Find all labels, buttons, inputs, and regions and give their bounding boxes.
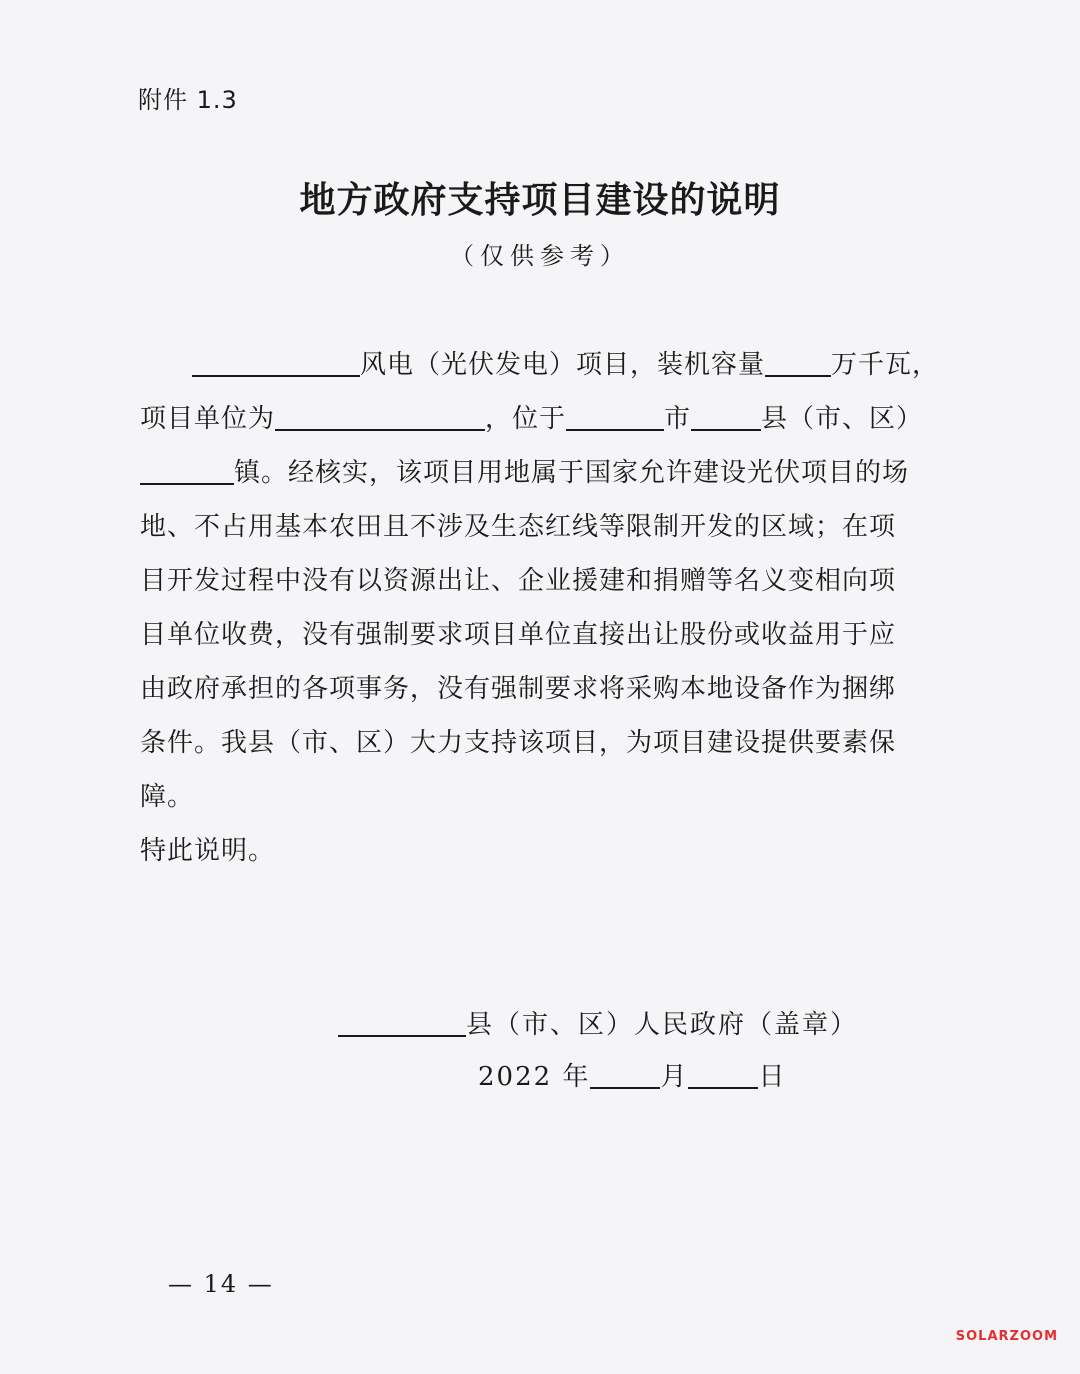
body-text: 县（市、区）	[761, 404, 924, 434]
project-name-blank	[192, 345, 360, 377]
town-blank	[140, 453, 234, 485]
capacity-blank	[765, 345, 831, 377]
closing-line: 特此说明。	[140, 836, 276, 866]
body-line-7: 由政府承担的各项事务，没有强制要求将采购本地设备作为捆绑	[140, 674, 897, 704]
body-line-9: 障。	[140, 782, 195, 812]
date-year: 2022 年	[478, 1062, 591, 1092]
body-line-2	[140, 392, 940, 446]
day-blank	[688, 1057, 758, 1089]
body-line-6: 目单位收费，没有强制要求项目单位直接出让股份或收益用于应	[140, 620, 897, 650]
attachment-label: 附件 1.3	[138, 86, 238, 114]
body-line-8: 条件。我县（市、区）大力支持该项目，为项目建设提供要素保	[140, 728, 897, 758]
month-blank	[590, 1057, 660, 1089]
body-text: 项目单位为	[140, 404, 276, 434]
date-month-label: 月	[660, 1062, 689, 1092]
body-line-5: 目开发过程中没有以资源出让、企业援建和捐赠等名义变相向项	[140, 566, 897, 596]
city-blank	[566, 399, 664, 431]
signature-date	[478, 1056, 786, 1093]
body-line-3	[140, 446, 940, 500]
project-unit-blank	[275, 399, 485, 431]
body-line-4: 地、不占用基本农田且不涉及生态红线等限制开发的区域；在项	[140, 512, 897, 542]
body-text: 镇。经核实，该项目用地属于国家允许建设光伏项目的场	[234, 458, 910, 488]
date-day-label: 日	[758, 1062, 787, 1092]
body-text: 风电（光伏发电）项目，装机容量	[360, 350, 766, 380]
document-body	[140, 338, 940, 878]
body-text: 万千瓦，	[831, 350, 940, 380]
page-number: — 14 —	[168, 1270, 274, 1298]
document-title: 地方政府支持项目建设的说明	[299, 179, 781, 221]
signature-authority-label: 县（市、区）人民政府（盖章）	[466, 1010, 859, 1040]
signature-authority	[338, 1004, 858, 1041]
county-name-blank	[338, 1005, 466, 1037]
watermark-logo: SOLARZOOM	[955, 1329, 1058, 1344]
county-blank	[691, 399, 761, 431]
body-text: ，位于	[485, 404, 567, 434]
body-line-1	[140, 338, 940, 392]
body-text: 市	[664, 404, 692, 434]
document-subtitle: （仅供参考）	[450, 242, 630, 270]
